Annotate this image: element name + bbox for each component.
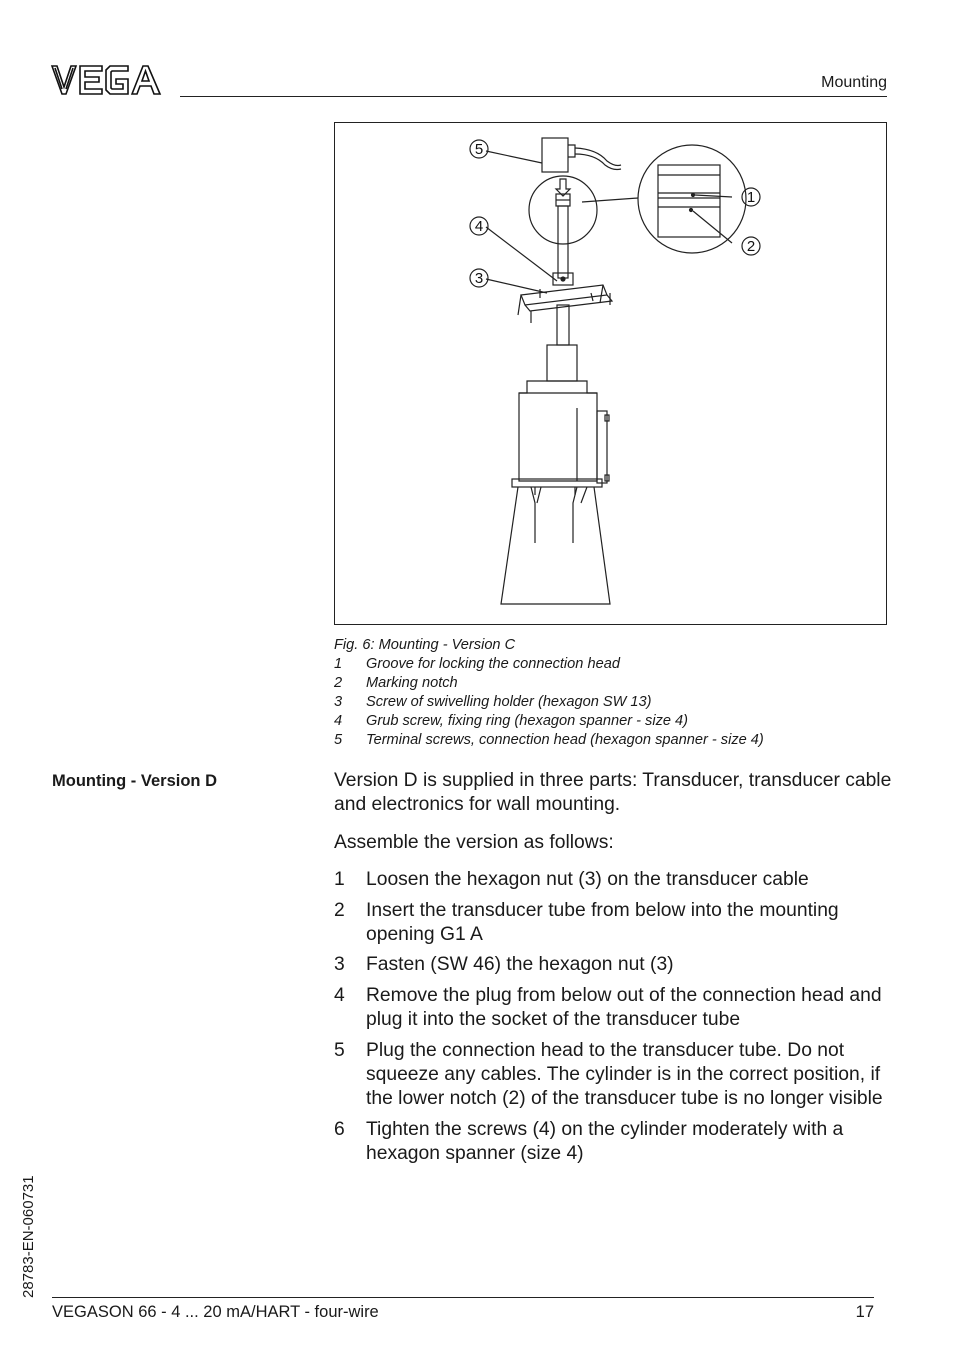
step-text: Remove the plug from below out of the connection head and plug it into the socket of the transducer tube: [366, 984, 882, 1031]
step-text: Insert the transducer tube from below into the mounting opening G1 A: [366, 899, 839, 946]
sensor-housing: [519, 381, 597, 481]
horn-antenna: [501, 487, 610, 604]
caption-item-text: Terminal screws, connection head (hexagon spanner - size 4): [366, 732, 764, 748]
callout-1-label: 1: [746, 189, 756, 206]
caption-item: [334, 712, 894, 731]
callout-2-label: 2: [746, 238, 756, 255]
step-item: [334, 1039, 894, 1112]
figure-caption: [334, 636, 894, 750]
caption-item-num: 3: [334, 694, 343, 710]
step-number: 6: [334, 1118, 345, 1140]
caption-item-num: 4: [334, 713, 343, 729]
detail-circle-small: [529, 176, 597, 244]
step-text: Loosen the hexagon nut (3) on the transducer cable: [366, 869, 809, 891]
caption-item-text: Grub screw, fixing ring (hexagon spanner - size 4): [366, 713, 689, 729]
vega-logo-graphic: [50, 62, 168, 98]
figure-frame: [334, 122, 887, 625]
step-item: [334, 899, 894, 948]
section-body: [334, 769, 894, 1173]
callout-5-label: 5: [474, 141, 484, 158]
step-number: 2: [334, 899, 345, 921]
step-item: [334, 984, 894, 1033]
caption-item: [334, 731, 894, 750]
caption-item: [334, 674, 894, 693]
step-text: Plug the connection head to the transducer tube. Do not squeeze any cables. The cylinder is in the correct position, if the lower notch (2) of the transducer tube is no longer visible: [366, 1039, 883, 1110]
callout-4-label: 4: [474, 218, 484, 235]
header-rule: [180, 96, 887, 97]
step-text: Fasten (SW 46) the hexagon nut (3): [366, 954, 674, 976]
caption-title: Fig. 6: Mounting - Version C: [334, 637, 516, 653]
callout-3-label: 3: [474, 270, 484, 287]
mounting-flange: [521, 285, 607, 305]
step-text: Tighten the screws (4) on the cylinder moderately with a hexagon spanner (size 4): [366, 1118, 844, 1165]
page-number: 17: [855, 1303, 874, 1321]
vega-logo: [50, 62, 168, 98]
footer-title: VEGASON 66 - 4 ... 20 mA/HART - four-wire: [52, 1303, 379, 1321]
assemble-paragraph: Assemble the version as follows:: [334, 831, 614, 853]
caption-item-text: Marking notch: [366, 675, 458, 691]
intro-paragraph: Version D is supplied in three parts: Transducer, transducer cable and electronics for wall mounting.: [334, 770, 892, 816]
step-number: 5: [334, 1039, 345, 1061]
caption-item-num: 2: [334, 675, 343, 691]
step-number: 4: [334, 984, 345, 1006]
step-item: [334, 953, 894, 977]
transducer-tube-lower: [547, 345, 577, 381]
footer-rule: [52, 1297, 874, 1298]
step-number: 3: [334, 954, 345, 976]
document-code: [20, 1150, 40, 1300]
caption-item-num: 5: [334, 732, 343, 748]
transducer-tube-upper: [558, 206, 568, 278]
step-number: 1: [334, 869, 345, 891]
caption-item: [334, 655, 894, 674]
caption-item-text: Screw of swivelling holder (hexagon SW 13): [366, 694, 652, 710]
document-code-text: 28783-EN-060731: [20, 1175, 37, 1298]
step-item: [334, 1118, 894, 1167]
step-item: [334, 868, 894, 892]
caption-item-num: 1: [334, 656, 343, 672]
caption-item-text: Groove for locking the connection head: [366, 656, 620, 672]
caption-item: [334, 693, 894, 712]
mounting-diagram: [335, 123, 886, 624]
header-section-title: Mounting: [821, 74, 887, 91]
section-heading: Mounting - Version D: [52, 772, 217, 790]
connection-head: [542, 138, 568, 172]
svg-text:VEGA: VEGA: [50, 62, 53, 63]
